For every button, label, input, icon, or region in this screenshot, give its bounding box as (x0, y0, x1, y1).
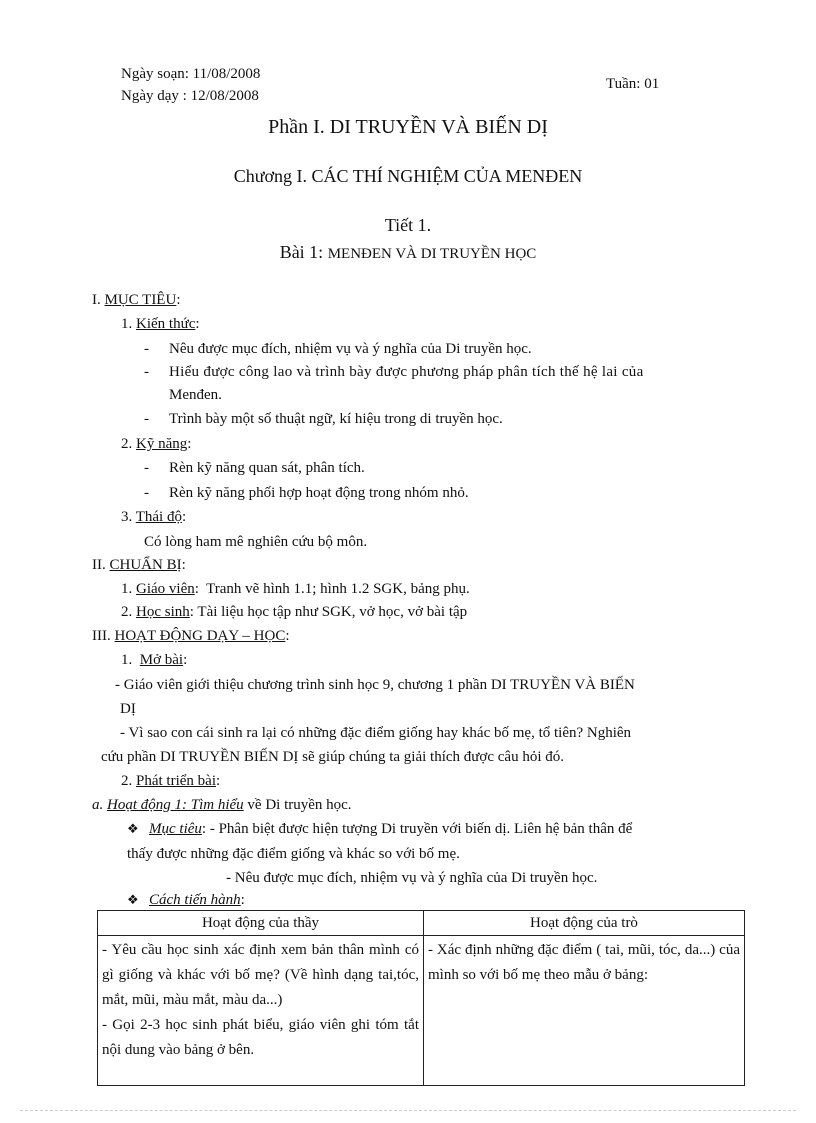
dash: - (144, 411, 149, 427)
dash: - (144, 485, 149, 501)
chapter-title: Chương I. CÁC THÍ NGHIỆM CỦA MENĐEN (233, 166, 583, 186)
kien-thuc-heading (121, 315, 200, 333)
ngay-soan: Ngày soạn: 11/08/2008 (121, 66, 261, 82)
kien-thuc-item (144, 340, 532, 358)
chuan-bi-label: CHUẨN BỊ (109, 557, 182, 573)
muc-tieu-label: MỤC TIÊU (104, 292, 177, 308)
mo-bai-text: cứu phần DI TRUYỀN BIẾN DỊ sẽ giúp chúng ta giải thích được câu hỏi đó. (101, 749, 564, 765)
gv-label: Giáo viên (136, 581, 195, 597)
giao-vien-line (121, 580, 470, 598)
dash: - (144, 341, 149, 357)
colon: : (285, 628, 290, 644)
mo-bai-label: Mở bài (139, 652, 184, 668)
diamond-bullet-icon: ❖ (127, 821, 139, 836)
table-row (98, 936, 745, 1086)
ky-nang-text: Rèn kỹ năng phối hợp hoạt động trong nhóm nhỏ. (169, 485, 469, 501)
colon: : (187, 436, 192, 452)
kien-thuc-item (144, 363, 644, 381)
muc-tieu-text: : - Phân biệt được hiện tượng Di truyền với biến dị. Liên hệ bản thân để (201, 821, 633, 837)
thai-do-text: Có lòng ham mê nghiên cứu bộ môn. (144, 534, 368, 550)
mo-bai-text: - Vì sao con cái sinh ra lại có những đặc điểm giống hay khác bố mẹ, tổ tiên? Nghiên (120, 725, 632, 741)
colon: : (176, 292, 181, 308)
muc-tieu-label2: Mục tiêu (149, 821, 202, 837)
kien-thuc-text: Trình bày một số thuật ngữ, kí hiệu trong di truyền học. (169, 411, 503, 427)
chuan-bi-heading (92, 556, 186, 574)
kien-thuc-text: Hiểu được công lao và trình bày được phương pháp phân tích thế hệ lai của (169, 364, 644, 380)
ky-nang-text: Rèn kỹ năng quan sát, phân tích. (169, 460, 365, 476)
table-cell-thay (98, 936, 424, 1086)
part-title: Phần I. DI TRUYỀN VÀ BIẾN DỊ (268, 116, 548, 138)
colon: : (240, 892, 245, 908)
kien-thuc-label: Kiến thức (136, 316, 196, 332)
ky-nang-item (144, 459, 365, 477)
table-header-thay: Hoạt động của thầy (98, 911, 424, 936)
page-bottom-divider (20, 1110, 796, 1111)
bai-prefix: Bài 1: (279, 242, 328, 262)
ky-nang-heading (121, 435, 191, 453)
hoat-dong-heading (92, 627, 290, 645)
bai-name: MENĐEN VÀ DI TRUYỀN HỌC (327, 246, 537, 262)
hs-num: 2. (121, 604, 136, 620)
table-header-row (98, 911, 745, 936)
hd1-label: Hoạt động 1: Tìm hiểu (107, 797, 244, 813)
hs-text: Tài liệu học tập như SGK, vở học, vở bài tập (193, 604, 468, 620)
thai-do-label: Thái độ (135, 509, 182, 525)
thay-text: - Gọi 2-3 học sinh phát biểu, giáo viên ghi tóm tắt nội dung vào bảng ở bên. (102, 1017, 419, 1058)
mo-bai-text: DỊ (120, 701, 136, 717)
hoat-dong-1 (92, 796, 352, 814)
kien-thuc-num: 1. (121, 316, 136, 332)
pt-label: Phát triển bài (136, 773, 216, 789)
hd1-rest: về Di truyền học. (243, 797, 352, 813)
gv-text: Tranh vẽ hình 1.1; hình 1.2 SGK, bảng phụ. (198, 581, 470, 597)
muc-tieu-num: I. (92, 292, 105, 308)
activity-table (97, 910, 745, 1086)
dash: - (144, 460, 149, 476)
ngay-day: Ngày dạy : 12/08/2008 (121, 88, 259, 104)
kien-thuc-item (144, 410, 503, 428)
ky-nang-num: 2. (121, 436, 136, 452)
thay-text: - Yêu cầu học sinh xác định xem bản thân mình có gì giống và khác với bố mẹ? (Về hình dạng tai,tóc, mắt, mũi, màu mắt, màu da...) (102, 942, 419, 1008)
tro-text: - Xác định những đặc điểm ( tai, mũi, tóc, da...) của mình so với bố mẹ theo mẫu ở bảng: (428, 942, 740, 983)
muc-tieu-text-cont: - Nêu được mục đích, nhiệm vụ và ý nghĩa của Di truyền học. (226, 870, 598, 886)
hd1-prefix: a. (92, 797, 107, 813)
hs-label: Học sinh (136, 604, 190, 620)
colon: : (215, 773, 221, 789)
colon: : (181, 509, 187, 525)
colon: : (183, 652, 188, 668)
table-cell-tro (424, 936, 745, 1086)
pt-num: 2. (121, 773, 136, 789)
dash: - (144, 364, 149, 380)
thai-do-heading (121, 508, 186, 526)
colon: : (194, 581, 199, 597)
bai-title (0, 242, 816, 264)
hd-label: HOẠT ĐỘNG DẠY – HỌC (114, 628, 286, 644)
hd-num: III. (92, 628, 115, 644)
thai-do-num: 3. (121, 509, 136, 525)
table-header-tro: Hoạt động của trò (424, 911, 745, 936)
muc-tieu-text-cont: thấy được những đặc điểm giống và khác so với bố mẹ. (127, 846, 460, 862)
muc-tieu-line (127, 820, 632, 838)
gv-num: 1. (121, 581, 136, 597)
colon: : (189, 604, 194, 620)
colon: : (195, 316, 200, 332)
tiet-title: Tiết 1. (384, 215, 432, 235)
cach-label: Cách tiến hành (149, 892, 241, 908)
mo-bai-heading (121, 651, 187, 669)
chuan-bi-num: II. (92, 557, 110, 573)
phat-trien-heading (121, 772, 220, 790)
ky-nang-item (144, 484, 469, 502)
mo-bai-text: - Giáo viên giới thiệu chương trình sinh học 9, chương 1 phần DI TRUYỀN VÀ BIẾN (115, 677, 635, 693)
cach-tien-hanh (127, 891, 245, 909)
colon: : (181, 557, 186, 573)
kien-thuc-text-cont: Menđen. (169, 387, 222, 403)
hoc-sinh-line (121, 603, 467, 621)
muc-tieu-heading (92, 291, 180, 309)
ky-nang-label: Kỹ năng (136, 436, 188, 452)
diamond-bullet-icon: ❖ (127, 892, 139, 907)
tuan: Tuần: 01 (606, 76, 660, 92)
mo-bai-num: 1. (121, 652, 140, 668)
kien-thuc-text: Nêu được mục đích, nhiệm vụ và ý nghĩa của Di truyền học. (169, 341, 532, 357)
